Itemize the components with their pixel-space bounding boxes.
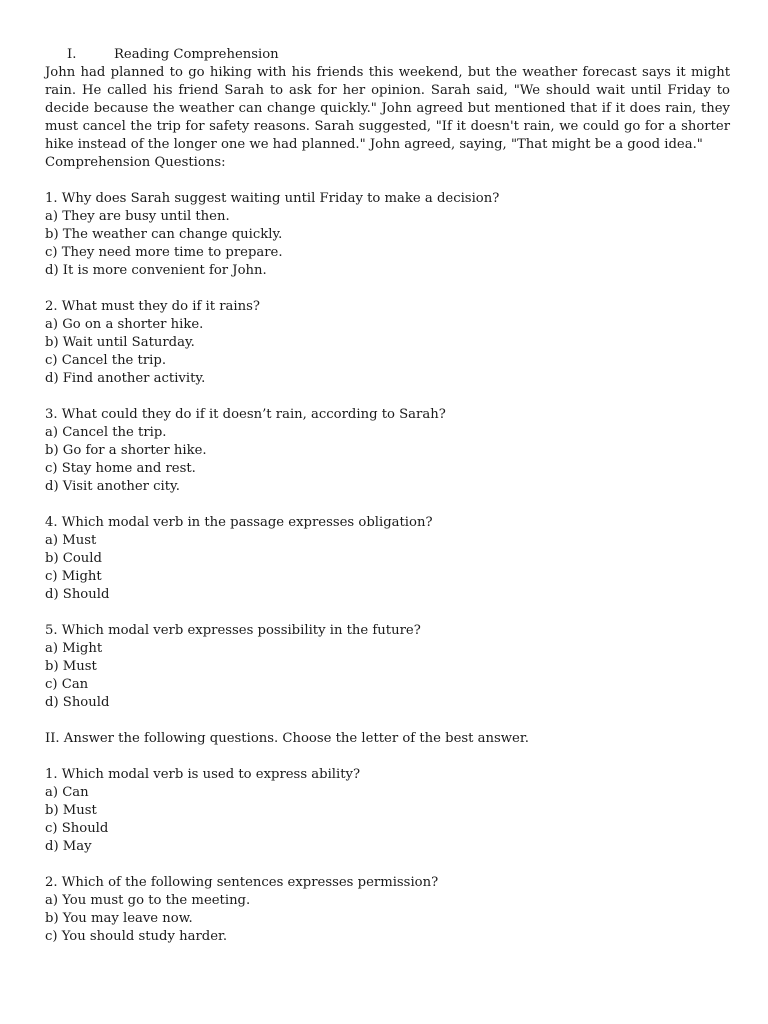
- answer-option: a) Might: [45, 641, 103, 656]
- answer-option: a) Can: [45, 785, 89, 800]
- answer-option: d) Should: [45, 695, 110, 710]
- question-text: 4. Which modal verb in the passage expresses obligation?: [45, 515, 433, 530]
- section-1-question-4: [45, 514, 735, 604]
- section-2-heading: II. Answer the following questions. Choose the letter of the best answer.: [45, 731, 529, 746]
- section-1-heading: [45, 46, 735, 64]
- question-text: 5. Which modal verb expresses possibility in the future?: [45, 623, 421, 638]
- section-1-question-2: [45, 298, 735, 388]
- question-text: 3. What could they do if it doesn’t rain, according to Sarah?: [45, 407, 446, 422]
- answer-option: b) Wait until Saturday.: [45, 335, 195, 350]
- answer-option: d) Visit another city.: [45, 479, 180, 494]
- answer-option: b) Must: [45, 659, 97, 674]
- answer-option: b) You may leave now.: [45, 911, 193, 926]
- section-2-question-1: [45, 766, 735, 856]
- answer-option: d) Should: [45, 587, 110, 602]
- question-text: 2. Which of the following sentences expresses permission?: [45, 875, 439, 890]
- answer-option: b) Go for a shorter hike.: [45, 443, 207, 458]
- answer-option: a) Go on a shorter hike.: [45, 317, 204, 332]
- section-1-numeral: I.: [67, 47, 77, 62]
- answer-option: c) Should: [45, 821, 109, 836]
- document-content: [45, 46, 735, 946]
- reading-passage: John had planned to go hiking with his friends this weekend, but the weather forecast says it might rain. He called his friend Sarah to ask for her opinion. Sarah said, "We should wait until Friday to decide because the weather can change quickly." John agreed but mentioned that if it does rain, they must cancel the trip for safety reasons. Sarah suggested, "If it doesn't rain, we could go for a shorter hike instead of the longer one we had planned." John agreed, saying, "That might be a good idea.": [45, 65, 730, 152]
- section-1-title: Reading Comprehension: [114, 47, 279, 62]
- answer-option: c) Can: [45, 677, 89, 692]
- answer-option: a) Must: [45, 533, 97, 548]
- answer-option: a) They are busy until then.: [45, 209, 230, 224]
- answer-option: b) Must: [45, 803, 97, 818]
- answer-option: d) May: [45, 839, 92, 854]
- answer-option: d) Find another activity.: [45, 371, 206, 386]
- answer-option: a) You must go to the meeting.: [45, 893, 251, 908]
- answer-option: c) Might: [45, 569, 102, 584]
- section-1-question-1: [45, 190, 735, 280]
- comprehension-questions-header: Comprehension Questions:: [45, 155, 226, 170]
- answer-option: b) The weather can change quickly.: [45, 227, 283, 242]
- answer-option: c) They need more time to prepare.: [45, 245, 283, 260]
- answer-option: a) Cancel the trip.: [45, 425, 167, 440]
- answer-option: b) Could: [45, 551, 102, 566]
- answer-option: c) Stay home and rest.: [45, 461, 196, 476]
- answer-option: c) You should study harder.: [45, 929, 228, 944]
- answer-option: c) Cancel the trip.: [45, 353, 167, 368]
- section-2-question-2: [45, 874, 735, 946]
- question-text: 2. What must they do if it rains?: [45, 299, 260, 314]
- answer-option: d) It is more convenient for John.: [45, 263, 267, 278]
- question-text: 1. Which modal verb is used to express ability?: [45, 767, 361, 782]
- section-1-question-5: [45, 622, 735, 712]
- question-text: 1. Why does Sarah suggest waiting until Friday to make a decision?: [45, 191, 500, 206]
- section-1-question-3: [45, 406, 735, 496]
